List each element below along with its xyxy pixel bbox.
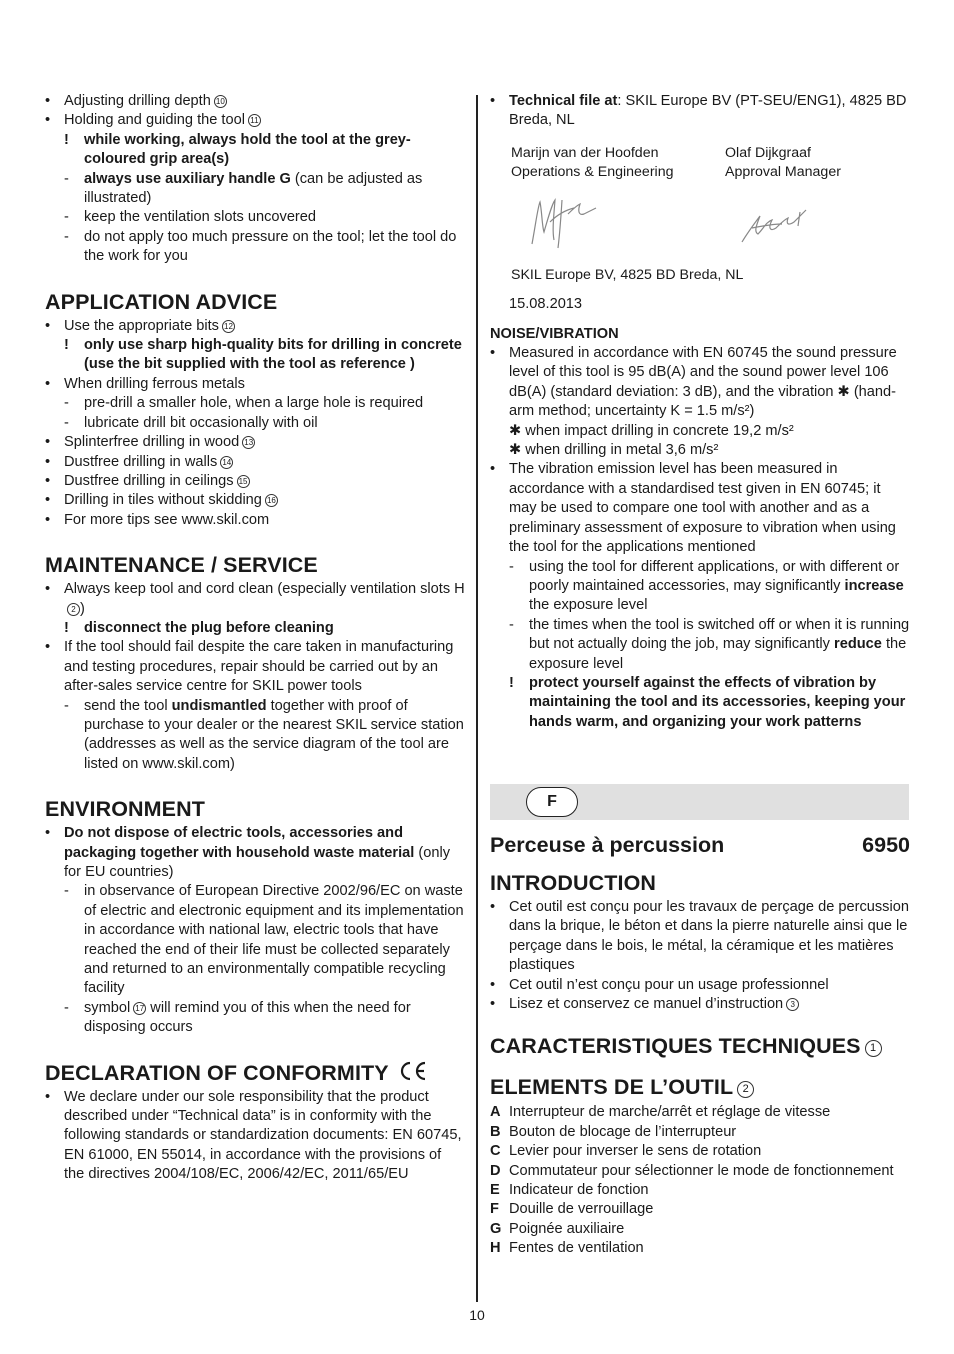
list-item: • Adjusting drilling depth 10 — [45, 92, 465, 111]
environment-heading: ENVIRONMENT — [45, 797, 205, 822]
ref-number: 12 — [222, 320, 235, 333]
list-item: • Cet outil est conçu pour les travaux de perçage de percussion dans la brique, le béton et dans la pierre naturelle ainsi que le perçage dans le bois, le métal, la céramique et les matières plastiques — [490, 899, 909, 974]
column-divider — [476, 95, 478, 1302]
introduction-heading: INTRODUCTION — [490, 871, 657, 895]
list-item: • Dustfree drilling in ceilings 15 — [45, 472, 465, 491]
ref-number: 11 — [248, 114, 261, 127]
ref-number: 2 — [67, 603, 80, 616]
warning-item: ! while working, always hold the tool at the grey-coloured grip area(s) — [64, 131, 411, 168]
list-item: F Douille de verrouillage — [490, 1201, 654, 1218]
warning-item: ! protect yourself against the effects of vibration by maintaining the tool and its accessories, keeping your hands warm, and organizing your work patterns — [509, 674, 906, 730]
right-column — [490, 92, 910, 732]
ref-number: 1 — [865, 1040, 882, 1057]
date: 15.08.2013 — [509, 296, 583, 313]
sub-item: - lubricate drill bit occasionally with oil — [64, 414, 318, 431]
list-item: • Use the appropriate bits 12 — [45, 317, 465, 336]
sub-item: - in observance of European Directive 2002/96/EC on waste of electric and electronic equipment and its implementation in accordance with national law, electric tools that have reached the end of their life must be collected separately and returned to an environmentally compatible recycling facility — [64, 883, 464, 997]
list-item: • Do not dispose of electric tools, accessories and packaging together with household waste material (only for EU countries) — [45, 825, 451, 880]
list-item: • Splinterfree drilling in wood 13 — [45, 433, 465, 452]
language-band — [490, 784, 909, 820]
list-item: G Poignée auxiliaire — [490, 1220, 625, 1237]
product-number: 6950 — [862, 833, 910, 857]
elements-heading: ELEMENTS DE L’OUTIL 2 — [490, 1074, 910, 1100]
list-item: • Measured in accordance with EN 60745 the sound pressure level of this tool is 95 dB(A) and the sound power level 106 dB(A) (standard deviation: 3 dB), and the vibration ✱ (hand-arm method; uncertainty K = 1.5 m/s²) — [490, 345, 897, 420]
list-item: • For more tips see www.skil.com — [45, 511, 270, 528]
list-item: • Technical file at: SKIL Europe BV (PT-SEU/ENG1), 4825 BD Breda, NL — [490, 93, 907, 129]
sub-item: - keep the ventilation slots uncovered — [64, 209, 317, 226]
list-item: E Indicateur de fonction — [490, 1182, 649, 1199]
sub-item: - the times when the tool is switched off or when it is running but not actually doing the job, may significantly reduce the exposure level — [509, 616, 910, 672]
list-item: • Drilling in tiles without skidding 16 — [45, 491, 465, 510]
french-section — [490, 832, 910, 1259]
ref-number: 2 — [737, 1081, 754, 1098]
list-item: H Fentes de ventilation — [490, 1240, 644, 1257]
signature-2-icon — [738, 202, 810, 248]
list-item: D Commutateur pour sélectionner le mode de fonctionnement — [490, 1162, 894, 1179]
list-item: C Levier pour inverser le sens de rotation — [490, 1143, 762, 1160]
list-item: • The vibration emission level has been measured in accordance with a standardised test given in EN 60745; it may be used to compare one tool with another and as a preliminary assessment of exposure to vibration when using the tool for the applications mentioned — [490, 461, 896, 556]
ref-number: 16 — [265, 494, 278, 507]
company-address: SKIL Europe BV, 4825 BD Breda, NL — [511, 266, 744, 283]
list-item: • We declare under our sole responsibility that the product described under “Technical data” is in conformity with the following standards or standardization documents: EN 60745, EN 61000, EN 55014, in accordance with the provisions of the directives 2004/108/EC, 2006/42/EC, 2011/65/EU — [45, 1088, 462, 1183]
language-tab: F — [526, 787, 578, 817]
signatory-1: Marijn van der Hoofden Operations & Engineering — [511, 144, 674, 180]
sub-item: - always use auxiliary handle G (can be adjusted as illustrated) — [64, 170, 423, 207]
product-title: Perceuse à percussion — [490, 833, 725, 857]
noise-heading: NOISE/VIBRATION — [490, 325, 619, 342]
signature-1-icon — [528, 192, 600, 250]
sub-item: - do not apply too much pressure on the tool; let the tool do the work for you — [64, 228, 457, 265]
list-item: • Holding and guiding the tool 11 — [45, 111, 465, 130]
list-item: • Cet outil n’est conçu pour un usage professionnel — [490, 976, 829, 993]
ref-number: 15 — [237, 475, 250, 488]
vibration-value: ✱ when drilling in metal 3,6 m/s² — [509, 442, 719, 459]
sub-item: - symbol 17 will remind you of this when the need for disposing occurs — [64, 999, 411, 1036]
sub-item: - using the tool for different applications, or with different or poorly maintained accessories, may significantly increase the exposure level — [509, 558, 904, 614]
ref-number: 13 — [242, 436, 255, 449]
warning-item: ! only use sharp high-quality bits for drilling in concrete (use the bit supplied with the tool as reference ) — [64, 337, 462, 373]
list-item: • Always keep tool and cord clean (especially ventilation slots H2 ) — [45, 581, 465, 617]
list-item: B Bouton de blocage de l’interrupteur — [490, 1123, 737, 1140]
list-item: • When drilling ferrous metals — [45, 375, 245, 392]
vibration-value: ✱ when impact drilling in concrete 19,2 m/s² — [509, 422, 794, 439]
sub-item: - send the tool undismantled together with proof of purchase to your dealer or the nearest SKIL service station (addresses as well as the service diagram of the tool are listed on www.skil.com) — [64, 697, 464, 772]
signatory-2: Olaf Dijkgraaf Approval Manager — [725, 144, 841, 180]
ref-number: 17 — [133, 1002, 146, 1015]
list-item: • Dustfree drilling in walls 14 — [45, 453, 465, 472]
ce-mark-icon — [397, 1061, 427, 1081]
product-title-row — [490, 832, 910, 858]
list-item: A Interrupteur de marche/arrêt et réglage de vitesse — [490, 1104, 831, 1121]
signature-block — [490, 144, 910, 266]
list-item: • Lisez et conservez ce manuel d’instruction 3 — [490, 995, 910, 1014]
warning-item: ! disconnect the plug before cleaning — [64, 619, 334, 636]
tech-heading: CARACTERISTIQUES TECHNIQUES 1 — [490, 1033, 910, 1059]
declaration-heading: DECLARATION OF CONFORMITY — [45, 1060, 465, 1086]
left-column — [45, 92, 465, 1185]
sub-item: - pre-drill a smaller hole, when a large hole is required — [64, 395, 424, 412]
application-heading: APPLICATION ADVICE — [45, 289, 278, 314]
maintenance-heading: MAINTENANCE / SERVICE — [45, 553, 318, 578]
elements-list — [490, 1103, 910, 1258]
list-item: • If the tool should fail despite the care taken in manufacturing and testing procedures, repair should be carried out by an after-sales service centre for SKIL power tools — [45, 639, 454, 695]
ref-number: 3 — [786, 998, 799, 1011]
page-number: 10 — [469, 1307, 485, 1323]
ref-number: 10 — [214, 95, 227, 108]
ref-number: 14 — [220, 456, 233, 469]
